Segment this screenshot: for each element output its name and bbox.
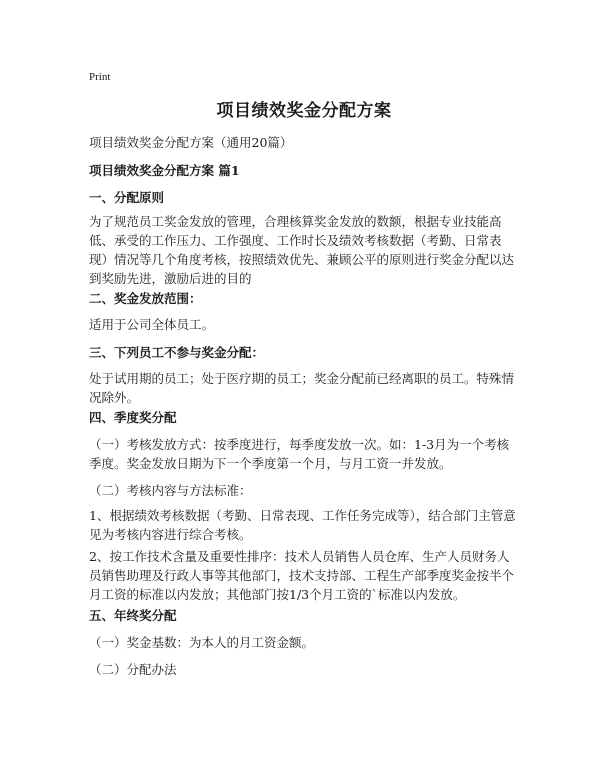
section-4-paragraph-3: 1、根据绩效考核数据（考勤、日常表现、工作任务完成等），结合部门主管意见为考核内容进行综合考核。 xyxy=(89,508,516,542)
section-paragraph-3: 处于试用期的员工；处于医疗期的员工；奖金分配前已经离职的员工。特殊情况除外。 xyxy=(89,371,515,405)
section-paragraph-1: 为了规范员工奖金发放的管理，合理核算奖金发放的数额，根据专业技能高低、承受的工作压力、工作强度、工作时长及绩效考核数据（考勤、日常表现）情况等几个角度考核，按照绩效优先、兼顾公平的原则进行奖金分配以达到奖励先进，激励后进的目的 xyxy=(89,214,515,286)
document-subtitle: 项目绩效奖金分配方案（通用20篇） xyxy=(89,135,293,150)
section-paragraph-2: 适用于公司全体员工。 xyxy=(89,317,215,332)
section-4-paragraph-1: （一）考核发放方式：按季度进行，每季度发放一次。如：1-3月为一个考核季度。奖金发放日期为下一个季度第一个月，与月工资一并发放。 xyxy=(89,437,510,471)
section-heading-5: 五、年终奖分配 xyxy=(89,608,177,623)
section-5-paragraph-1: （一）奖金基数：为本人的月工资金额。 xyxy=(89,635,315,650)
section-heading-2: 二、奖金发放范围： xyxy=(89,291,202,306)
section-5-paragraph-2: （二）分配办法 xyxy=(89,662,177,677)
section-heading-1: 一、分配原则 xyxy=(89,190,165,205)
section-heading-4: 四、季度奖分配 xyxy=(89,410,177,425)
section-heading-3: 三、下列员工不参与奖金分配： xyxy=(89,345,265,360)
section-4-paragraph-2: （二）考核内容与方法标准： xyxy=(89,483,252,498)
article-heading: 项目绩效奖金分配方案 篇1 xyxy=(89,163,240,178)
print-label: Print xyxy=(89,71,111,83)
section-4-paragraph-4: 2、按工作技术含量及重要性排序：技术人员销售人员仓库、生产人员财务人员销售助理及行政人事等其他部门，技术支持部、工程生产部季度奖金按半个月工资的标准以内发放；其他部门按1/3个月工资的`标准以内发放。 xyxy=(89,549,515,602)
page-title: 项目绩效奖金分配方案 xyxy=(216,101,392,121)
